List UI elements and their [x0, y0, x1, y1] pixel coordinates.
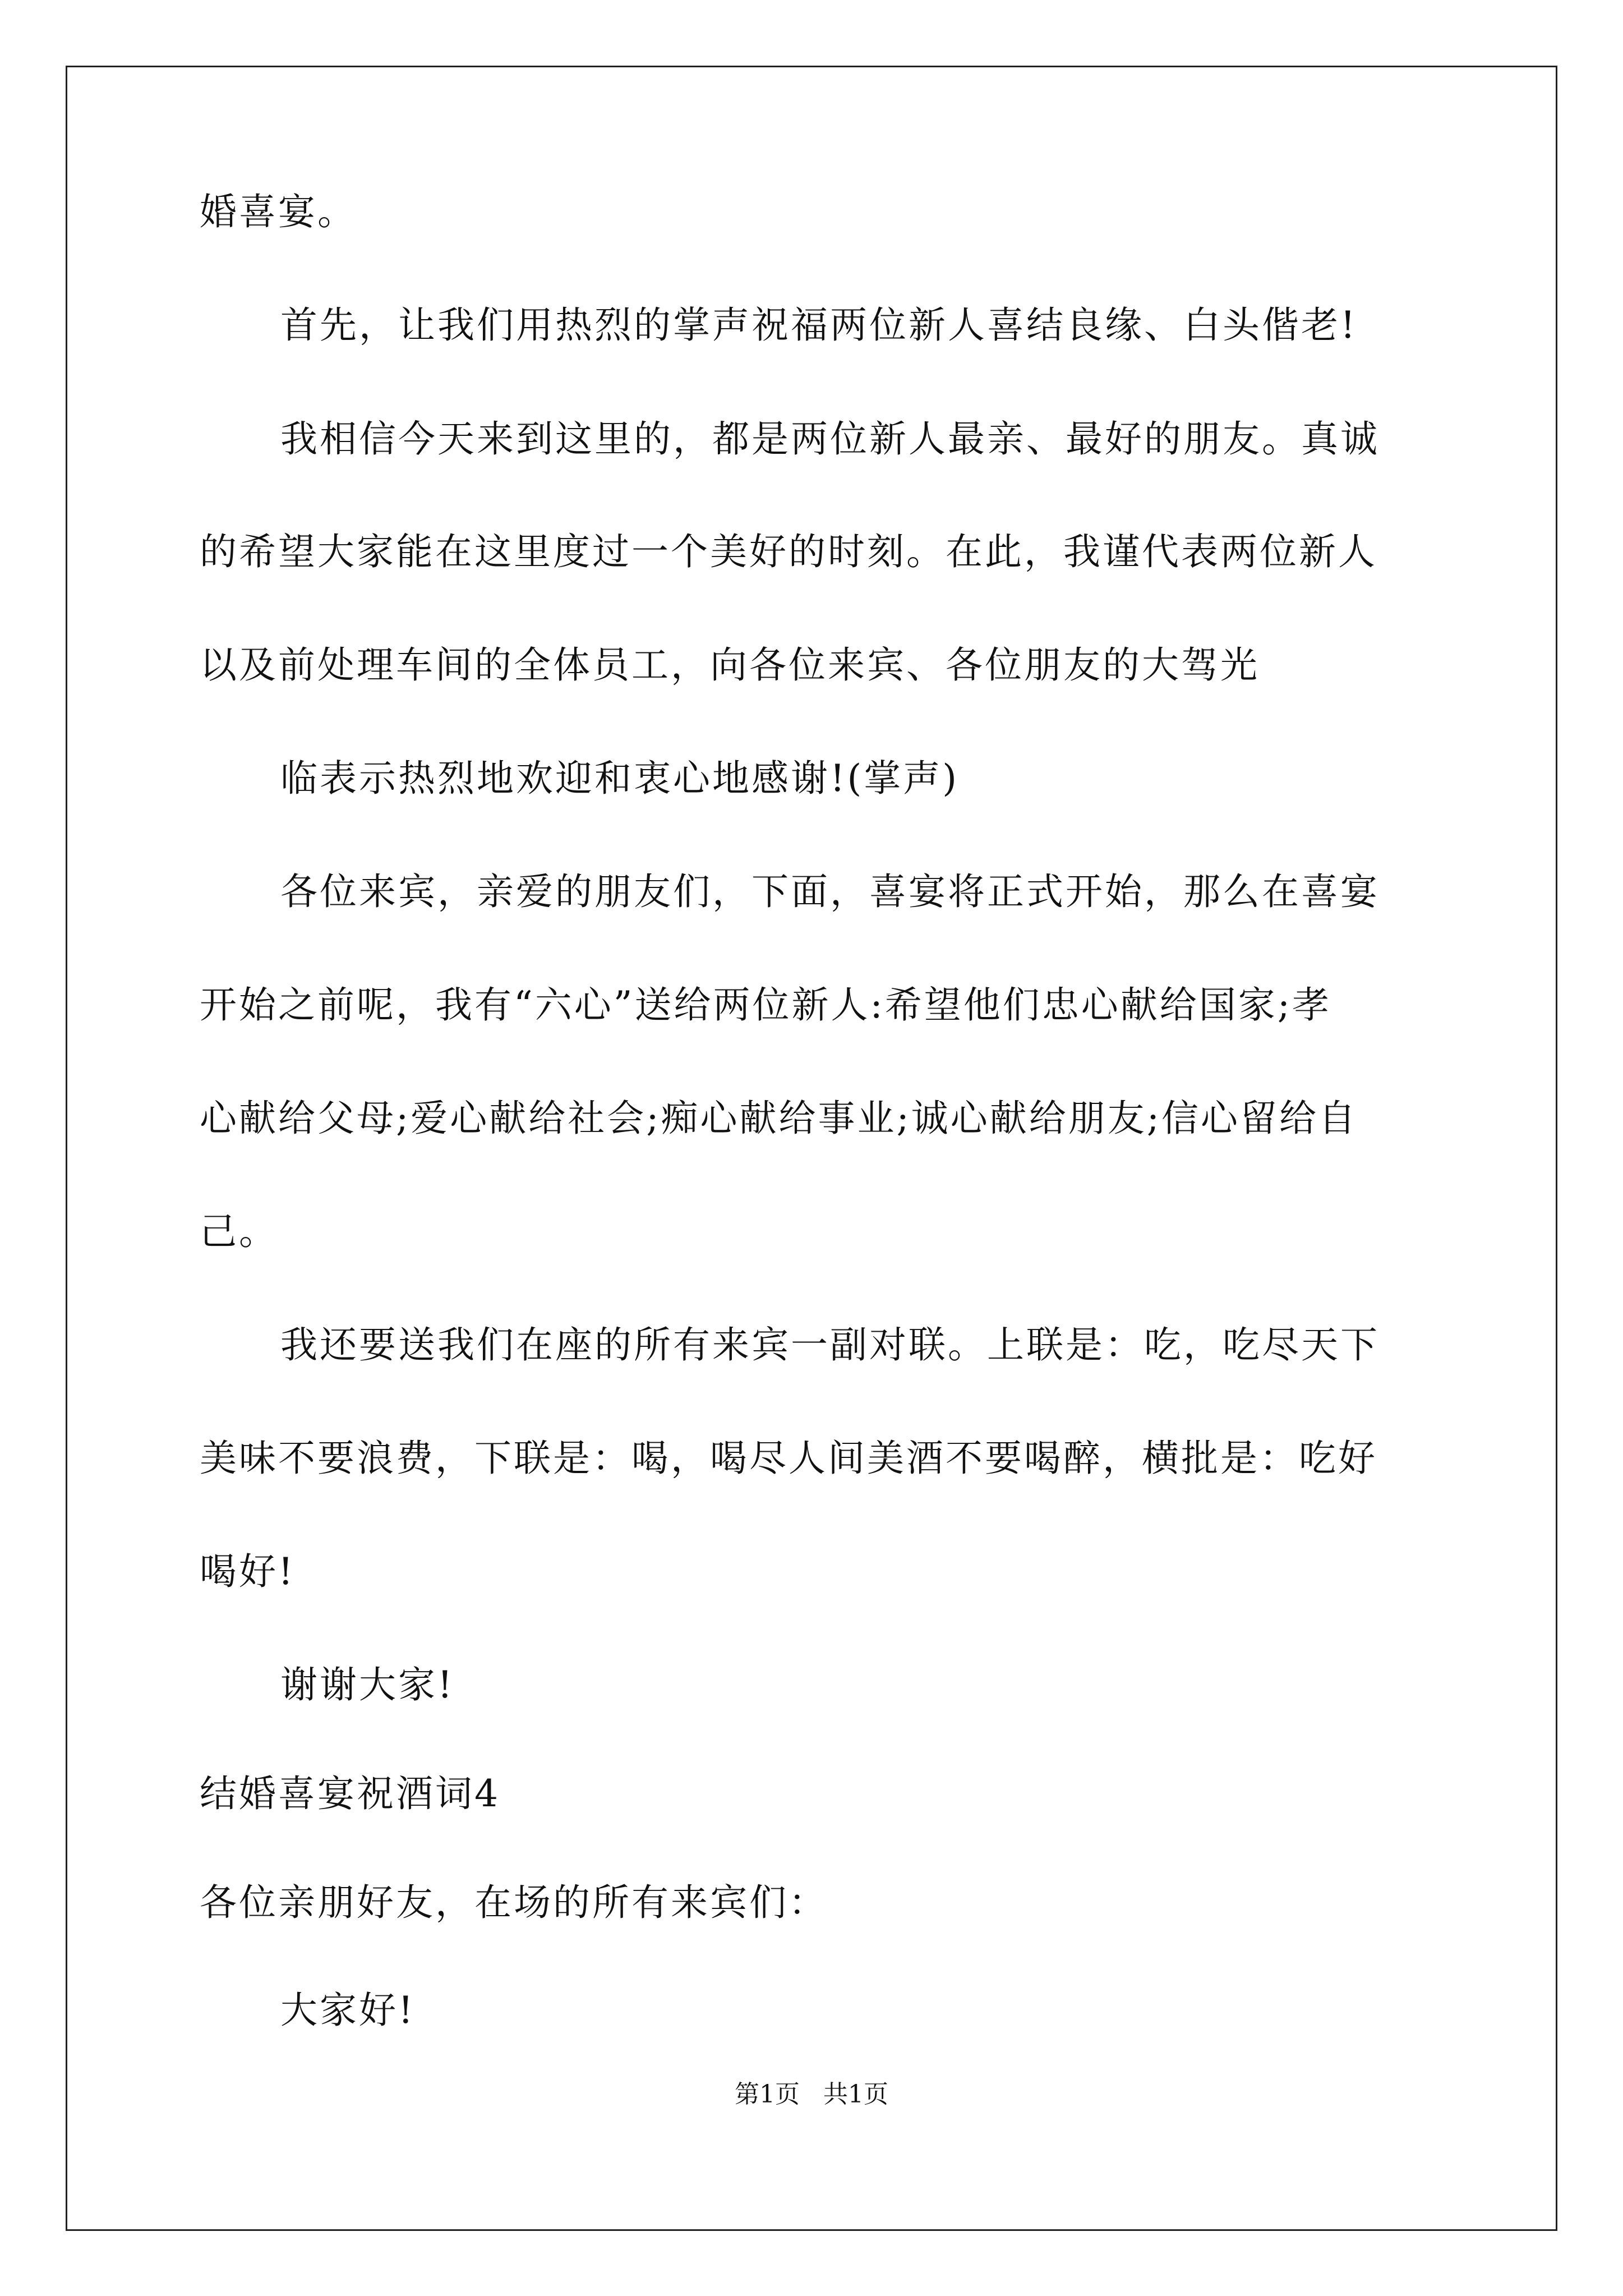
text-line: 开始之前呢，我有“六心”送给两位新人:希望他们忠心献给国家;孝: [200, 983, 1331, 1027]
text-line: 我相信今天来到这里的，都是两位新人最亲、最好的朋友。真诚: [280, 417, 1380, 461]
text-line: 己。: [200, 1210, 278, 1253]
text-line: 大家好!: [280, 1989, 416, 2032]
text-line: 谢谢大家!: [280, 1663, 455, 1706]
text-line: 各位亲朋好友，在场的所有来宾们：: [200, 1881, 828, 1924]
text-line: 的希望大家能在这里度过一个美好的时刻。在此，我谨代表两位新人: [200, 530, 1377, 573]
text-line: 心献给父母;爱心献给社会;痴心献给事业;诚心献给朋友;信心留给自: [200, 1097, 1358, 1140]
text-line: 婚喜宴。: [200, 190, 357, 233]
text-line: 我还要送我们在座的所有来宾一副对联。上联是：吃，吃尽天下: [280, 1323, 1380, 1366]
text-line: 美味不要浪费，下联是：喝，喝尽人间美酒不要喝醉，横批是：吃好: [200, 1437, 1377, 1480]
text-line: 各位来宾，亲爱的朋友们，下面，喜宴将正式开始，那么在喜宴: [280, 870, 1380, 913]
text-line: 喝好!: [200, 1550, 296, 1593]
page-footer: 第1页 共1页: [735, 2080, 888, 2109]
text-line: 以及前处理车间的全体员工，向各位来宾、各位朋友的大驾光: [200, 643, 1260, 687]
text-line: 首先，让我们用热烈的掌声祝福两位新人喜结良缘、白头偕老!: [280, 303, 1358, 347]
section-heading: 结婚喜宴祝酒词4: [200, 1772, 500, 1815]
text-line: 临表示热烈地欢迎和衷心地感谢!(掌声): [280, 757, 960, 800]
